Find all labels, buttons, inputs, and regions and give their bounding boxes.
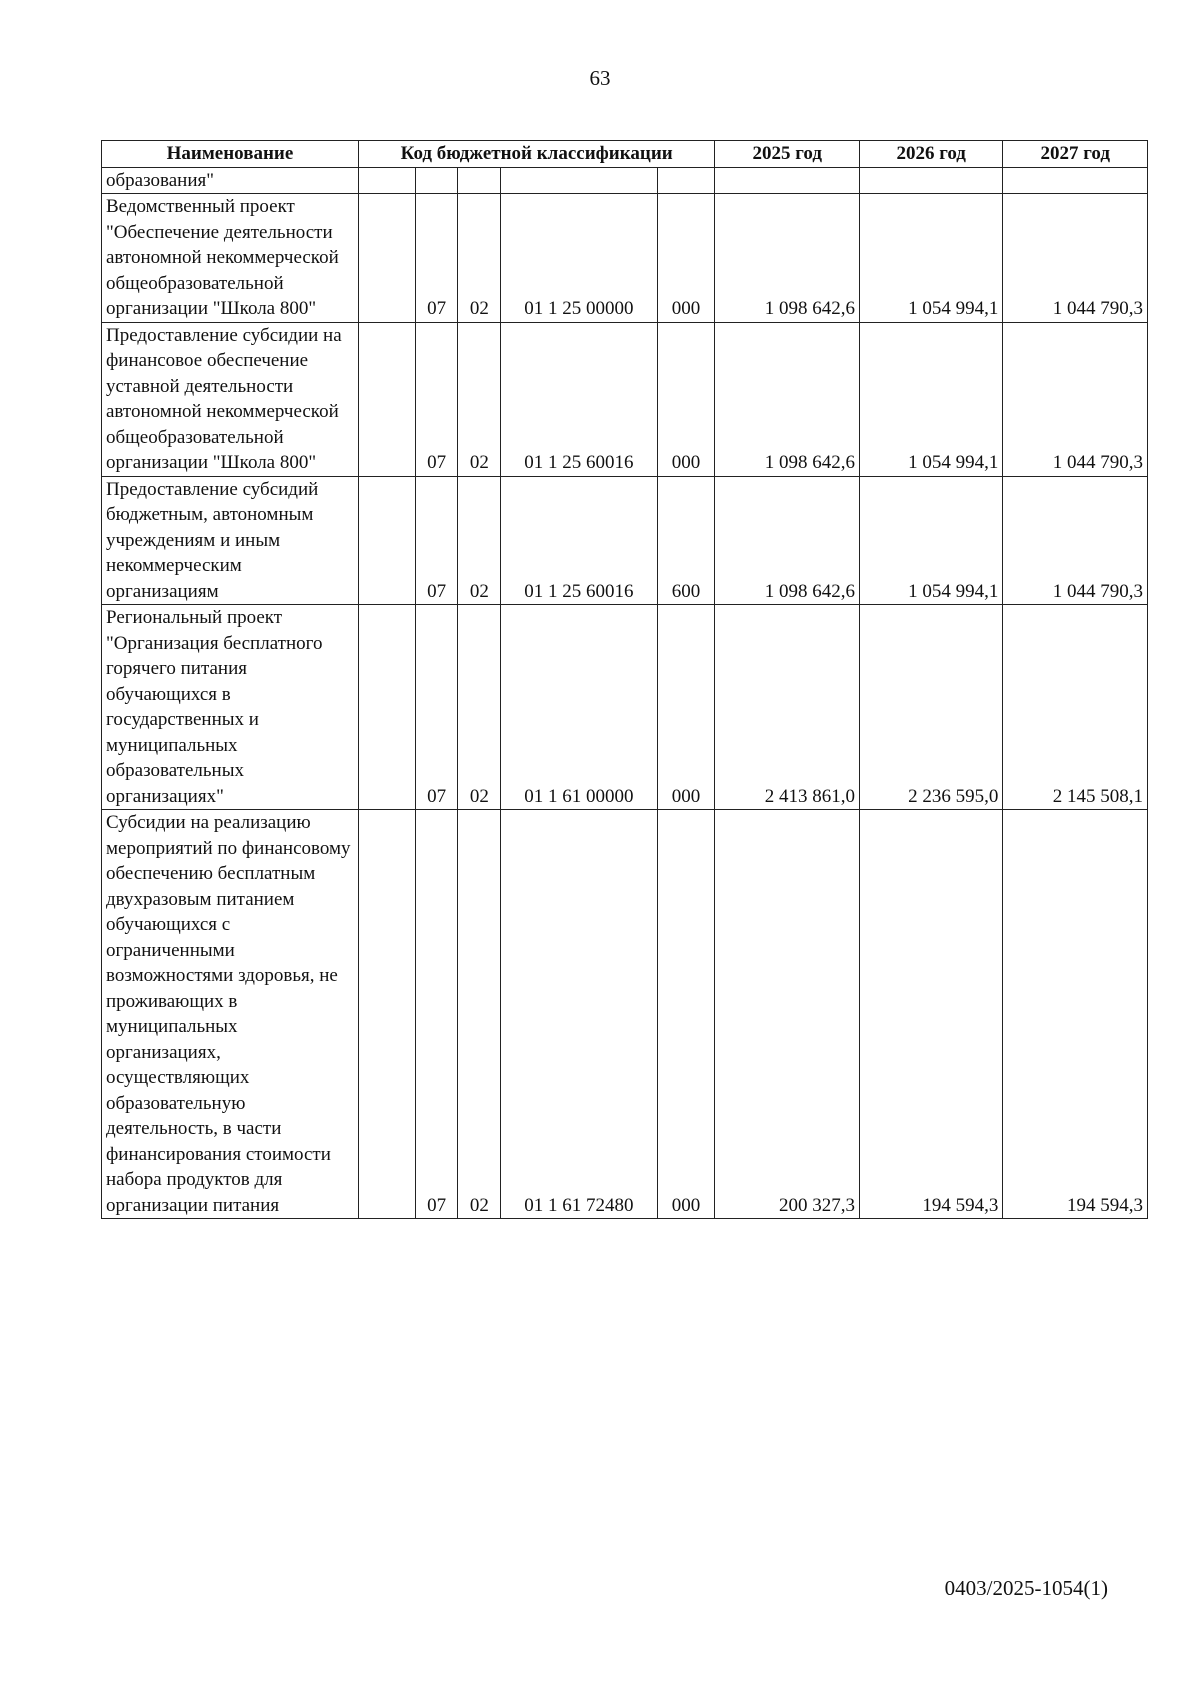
code-col-1 (358, 605, 415, 810)
row-name: образования" (102, 167, 359, 194)
table-row (102, 476, 1148, 605)
code-type: 000 (657, 194, 715, 323)
code-type: 000 (657, 810, 715, 1219)
value-2026: 194 594,3 (859, 810, 1002, 1219)
table-row (102, 167, 1148, 194)
code-subsection (458, 167, 501, 194)
table-row (102, 194, 1148, 323)
row-name: Региональный проект "Организация бесплатного горячего питания обучающихся в государственных и муниципальных образовательных организациях" (102, 605, 359, 810)
code-subsection: 02 (458, 605, 501, 810)
value-2027: 1 044 790,3 (1003, 322, 1148, 476)
row-name: Субсидии на реализацию мероприятий по финансовому обеспечению бесплатным двухразовым питанием обучающихся с ограниченными возможностями здоровья, не проживающих в муниципальных организациях, осуществляющих образовательную деятельность, в части финансирования стоимости набора продуктов для организации питания (102, 810, 359, 1219)
code-type: 000 (657, 322, 715, 476)
code-col-1 (358, 476, 415, 605)
code-target: 01 1 61 00000 (501, 605, 657, 810)
header-code: Код бюджетной классификации (358, 141, 715, 168)
code-target: 01 1 25 60016 (501, 476, 657, 605)
value-2027 (1003, 167, 1148, 194)
header-2027: 2027 год (1003, 141, 1148, 168)
code-section: 07 (415, 810, 458, 1219)
page-number: 63 (589, 66, 611, 90)
value-2025: 1 098 642,6 (715, 322, 860, 476)
code-section: 07 (415, 322, 458, 476)
code-type (657, 167, 715, 194)
value-2026: 1 054 994,1 (859, 194, 1002, 323)
table-row (102, 810, 1148, 1219)
table-row (102, 322, 1148, 476)
value-2025: 1 098 642,6 (715, 194, 860, 323)
header-name: Наименование (102, 141, 359, 168)
code-type: 600 (657, 476, 715, 605)
value-2025 (715, 167, 860, 194)
header-2026: 2026 год (859, 141, 1002, 168)
value-2025: 200 327,3 (715, 810, 860, 1219)
code-section: 07 (415, 194, 458, 323)
code-col-1 (358, 194, 415, 323)
code-type: 000 (657, 605, 715, 810)
code-col-1 (358, 167, 415, 194)
row-name: Предоставление субсидии на финансовое обеспечение уставной деятельности автономной некоммерческой общеобразовательной организации "Школа 800" (102, 322, 359, 476)
code-subsection: 02 (458, 810, 501, 1219)
budget-table (101, 140, 1148, 1219)
value-2027: 2 145 508,1 (1003, 605, 1148, 810)
code-subsection: 02 (458, 322, 501, 476)
code-section (415, 167, 458, 194)
row-name: Ведомственный проект "Обеспечение деятельности автономной некоммерческой общеобразовательной организации "Школа 800" (102, 194, 359, 323)
code-subsection: 02 (458, 476, 501, 605)
table-row (102, 605, 1148, 810)
value-2025: 1 098 642,6 (715, 476, 860, 605)
value-2025: 2 413 861,0 (715, 605, 860, 810)
header-row (102, 141, 1148, 168)
value-2026: 2 236 595,0 (859, 605, 1002, 810)
row-name: Предоставление субсидий бюджетным, автономным учреждениям и иным некоммерческим организациям (102, 476, 359, 605)
header-2025: 2025 год (715, 141, 860, 168)
document-code: 0403/2025-1054(1) (944, 1576, 1108, 1600)
code-target: 01 1 25 00000 (501, 194, 657, 323)
value-2026: 1 054 994,1 (859, 322, 1002, 476)
code-section: 07 (415, 476, 458, 605)
value-2026: 1 054 994,1 (859, 476, 1002, 605)
value-2027: 1 044 790,3 (1003, 194, 1148, 323)
value-2026 (859, 167, 1002, 194)
code-subsection: 02 (458, 194, 501, 323)
code-section: 07 (415, 605, 458, 810)
code-target: 01 1 61 72480 (501, 810, 657, 1219)
code-col-1 (358, 322, 415, 476)
code-target: 01 1 25 60016 (501, 322, 657, 476)
code-target (501, 167, 657, 194)
value-2027: 1 044 790,3 (1003, 476, 1148, 605)
code-col-1 (358, 810, 415, 1219)
value-2027: 194 594,3 (1003, 810, 1148, 1219)
